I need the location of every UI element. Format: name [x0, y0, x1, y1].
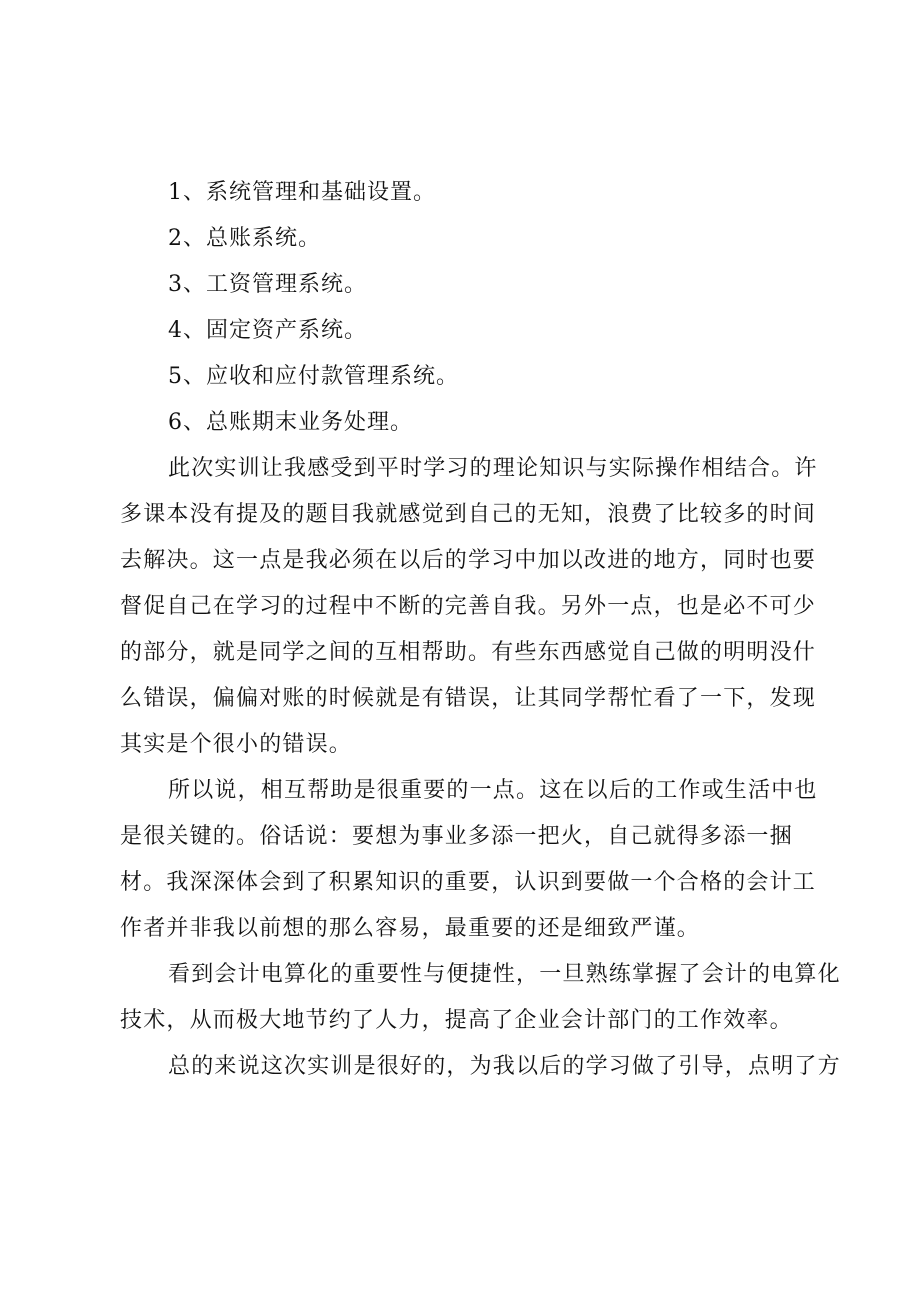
text-line: 么错误，偏偏对账的时候就是有错误，让其同学帮忙看了一下，发现 — [120, 686, 817, 711]
paragraph-accounting-computerization — [120, 952, 841, 1044]
text-line: 其实是个很小的错误。 — [120, 732, 353, 757]
text-line: 所以说，相互帮助是很重要的一点。这在以后的工作或生活中也 — [168, 778, 818, 803]
list-item: 4、固定资产系统。 — [168, 318, 367, 343]
paragraph-conclusion — [120, 1044, 841, 1090]
text-line: 去解决。这一点是我必须在以后的学习中加以改进的地方，同时也要 — [120, 548, 817, 573]
text-line: 的部分，就是同学之间的互相帮助。有些东西感觉自己做的明明没什 — [120, 640, 817, 665]
text-line: 是很关键的。俗话说：要想为事业多添一把火，自己就得多添一捆 — [120, 824, 793, 849]
list-item: 6、总账期末业务处理。 — [168, 410, 413, 435]
text-line: 督促自己在学习的过程中不断的完善自我。另外一点，也是必不可少 — [120, 594, 817, 619]
text-line: 作者并非我以前想的那么容易，最重要的还是细致严谨。 — [120, 916, 701, 941]
text-line: 此次实训让我感受到平时学习的理论知识与实际操作相结合。许 — [168, 456, 818, 481]
paragraph-mutual-help — [120, 768, 825, 952]
text-line: 看到会计电算化的重要性与便捷性，一旦熟练掌握了会计的电算化 — [168, 962, 841, 987]
text-line: 材。我深深体会到了积累知识的重要，认识到要做一个合格的会计工 — [120, 870, 817, 895]
document-body — [120, 170, 841, 1090]
text-line: 多课本没有提及的题目我就感觉到自己的无知，浪费了比较多的时间 — [120, 502, 817, 527]
text-line: 技术，从而极大地节约了人力，提高了企业会计部门的工作效率。 — [120, 1008, 793, 1033]
list-item: 3、工资管理系统。 — [168, 272, 367, 297]
list-item: 2、总账系统。 — [168, 226, 321, 251]
list-item: 1、系统管理和基础设置。 — [168, 180, 436, 205]
text-line: 总的来说这次实训是很好的，为我以后的学习做了引导，点明了方 — [168, 1054, 841, 1079]
list-item: 5、应收和应付款管理系统。 — [168, 364, 459, 389]
paragraph-training-reflection — [120, 446, 825, 768]
training-module-list — [120, 170, 825, 446]
